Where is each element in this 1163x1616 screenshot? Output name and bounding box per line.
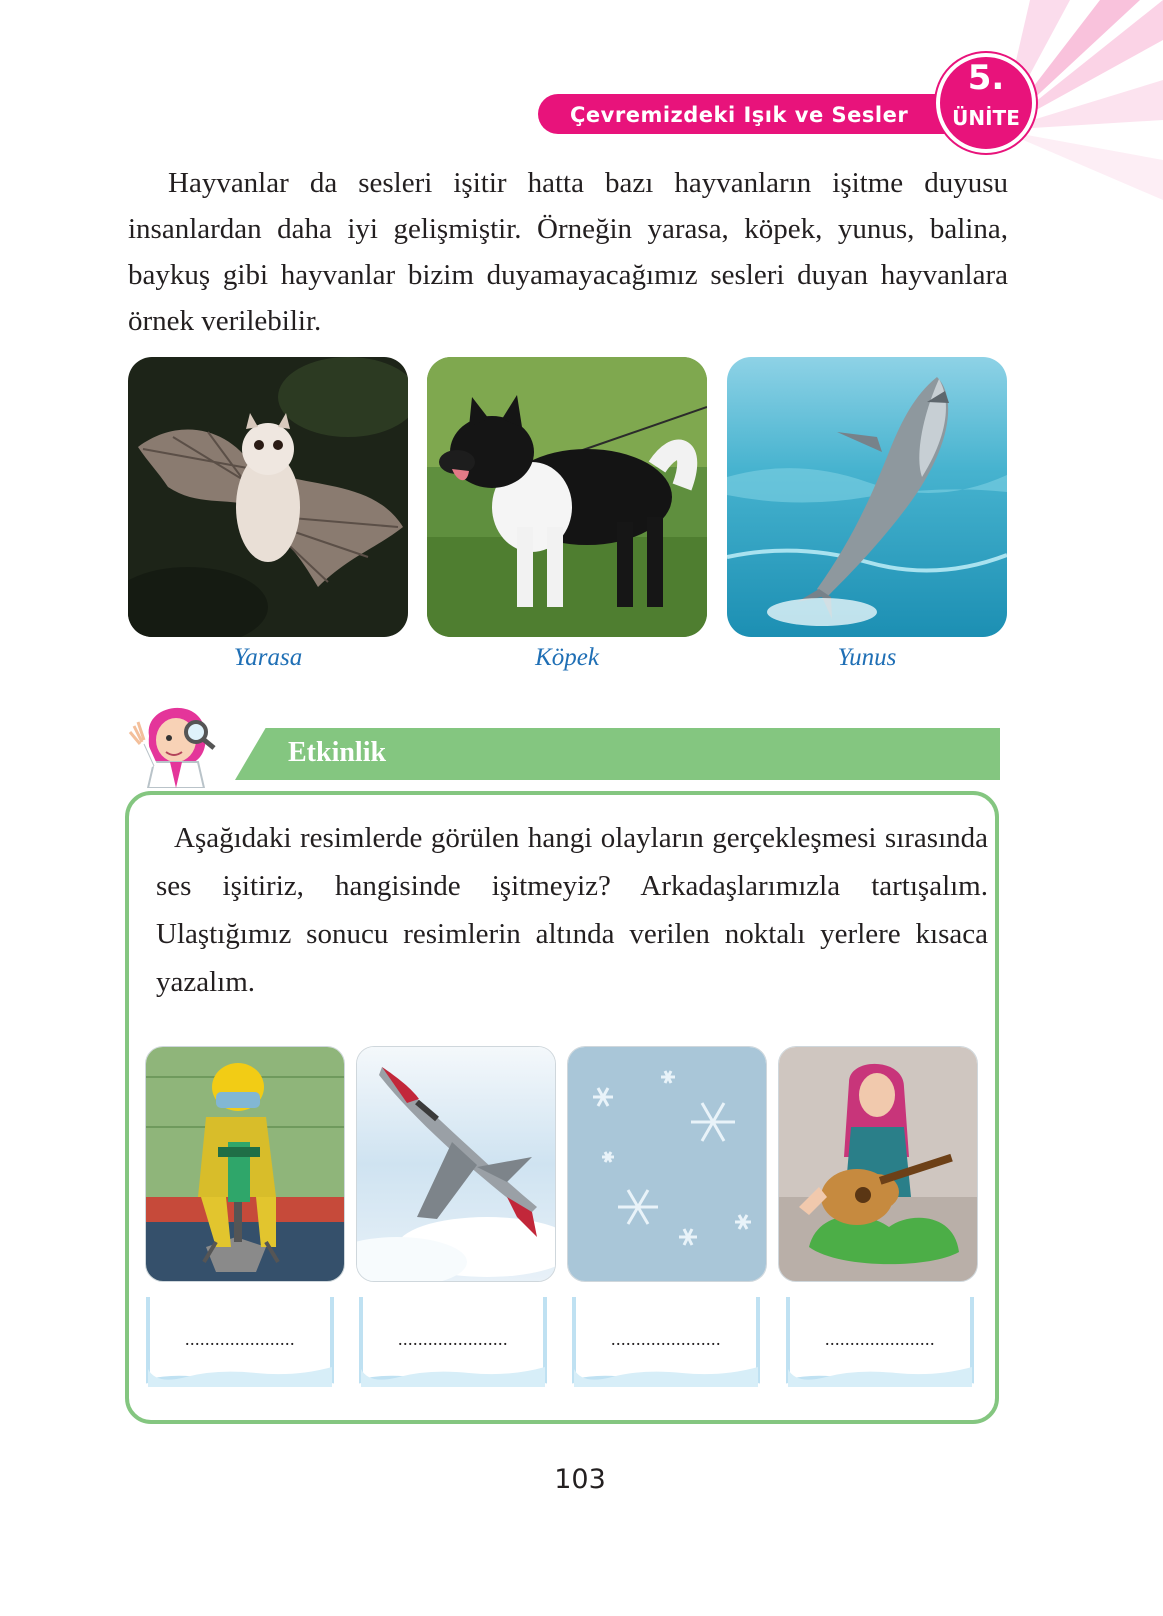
answer-dots: ...................... bbox=[611, 1329, 721, 1349]
activity-title: Etkinlik bbox=[288, 737, 387, 768]
answer-slot-3[interactable] bbox=[572, 1297, 760, 1389]
intro-text: Hayvanlar da sesleri işitir hatta bazı hayvanların işitme duyusu insanlardan daha iyi gelişmiştir. Örneğin yarasa, köpek, yunus, balina, baykuş gibi hayvanlar bizim duyamayacağımız sesleri duyan hayvanlara örnek verilebilir. bbox=[128, 167, 1008, 337]
dog-photo bbox=[427, 357, 707, 637]
dolphin-illustration bbox=[727, 357, 1007, 637]
unit-title: Çevremizdeki Işık ve Sesler bbox=[570, 103, 909, 127]
answer-slot-2[interactable] bbox=[359, 1297, 547, 1389]
page-number: 103 bbox=[554, 1464, 606, 1495]
answer-slot-4[interactable] bbox=[786, 1297, 974, 1389]
answer-dots: ...................... bbox=[185, 1329, 295, 1349]
unit-word: ÜNİTE bbox=[952, 106, 1020, 130]
magnifier-girl-icon bbox=[124, 696, 234, 788]
snowfall-picture bbox=[567, 1046, 767, 1282]
jet-plane-picture bbox=[356, 1046, 556, 1282]
unit-number: 5. bbox=[967, 58, 1005, 98]
answer-slot-1[interactable] bbox=[146, 1297, 334, 1389]
answer-dots: ...................... bbox=[825, 1329, 935, 1349]
guitar-girl-picture bbox=[778, 1046, 978, 1282]
answer-dots: ...................... bbox=[398, 1329, 508, 1349]
jet-plane-illustration bbox=[357, 1047, 555, 1281]
jackhammer-worker-picture bbox=[145, 1046, 345, 1282]
dog-illustration bbox=[427, 357, 707, 637]
caption-dolphin: Yunus bbox=[837, 644, 897, 671]
intro-paragraph bbox=[128, 160, 1008, 344]
dolphin-photo bbox=[727, 357, 1007, 637]
caption-bat: Yarasa bbox=[233, 644, 303, 671]
guitar-girl-illustration bbox=[779, 1047, 977, 1281]
activity-paragraph bbox=[156, 814, 988, 1006]
bat-photo bbox=[128, 357, 408, 637]
snowfall-illustration bbox=[568, 1047, 766, 1281]
activity-instructions: Aşağıdaki resimlerde görülen hangi olayların gerçekleşmesi sırasında ses işitiriz, hangisinde işitmeyiz? Arkadaşlarımızla tartışalım. Ulaştığımız sonucu resimlerin altında verilen noktalı yerlere kısaca yazalım. bbox=[156, 822, 988, 998]
caption-dog: Köpek bbox=[535, 644, 599, 671]
bat-illustration bbox=[128, 357, 408, 637]
jackhammer-worker-illustration bbox=[146, 1047, 344, 1281]
